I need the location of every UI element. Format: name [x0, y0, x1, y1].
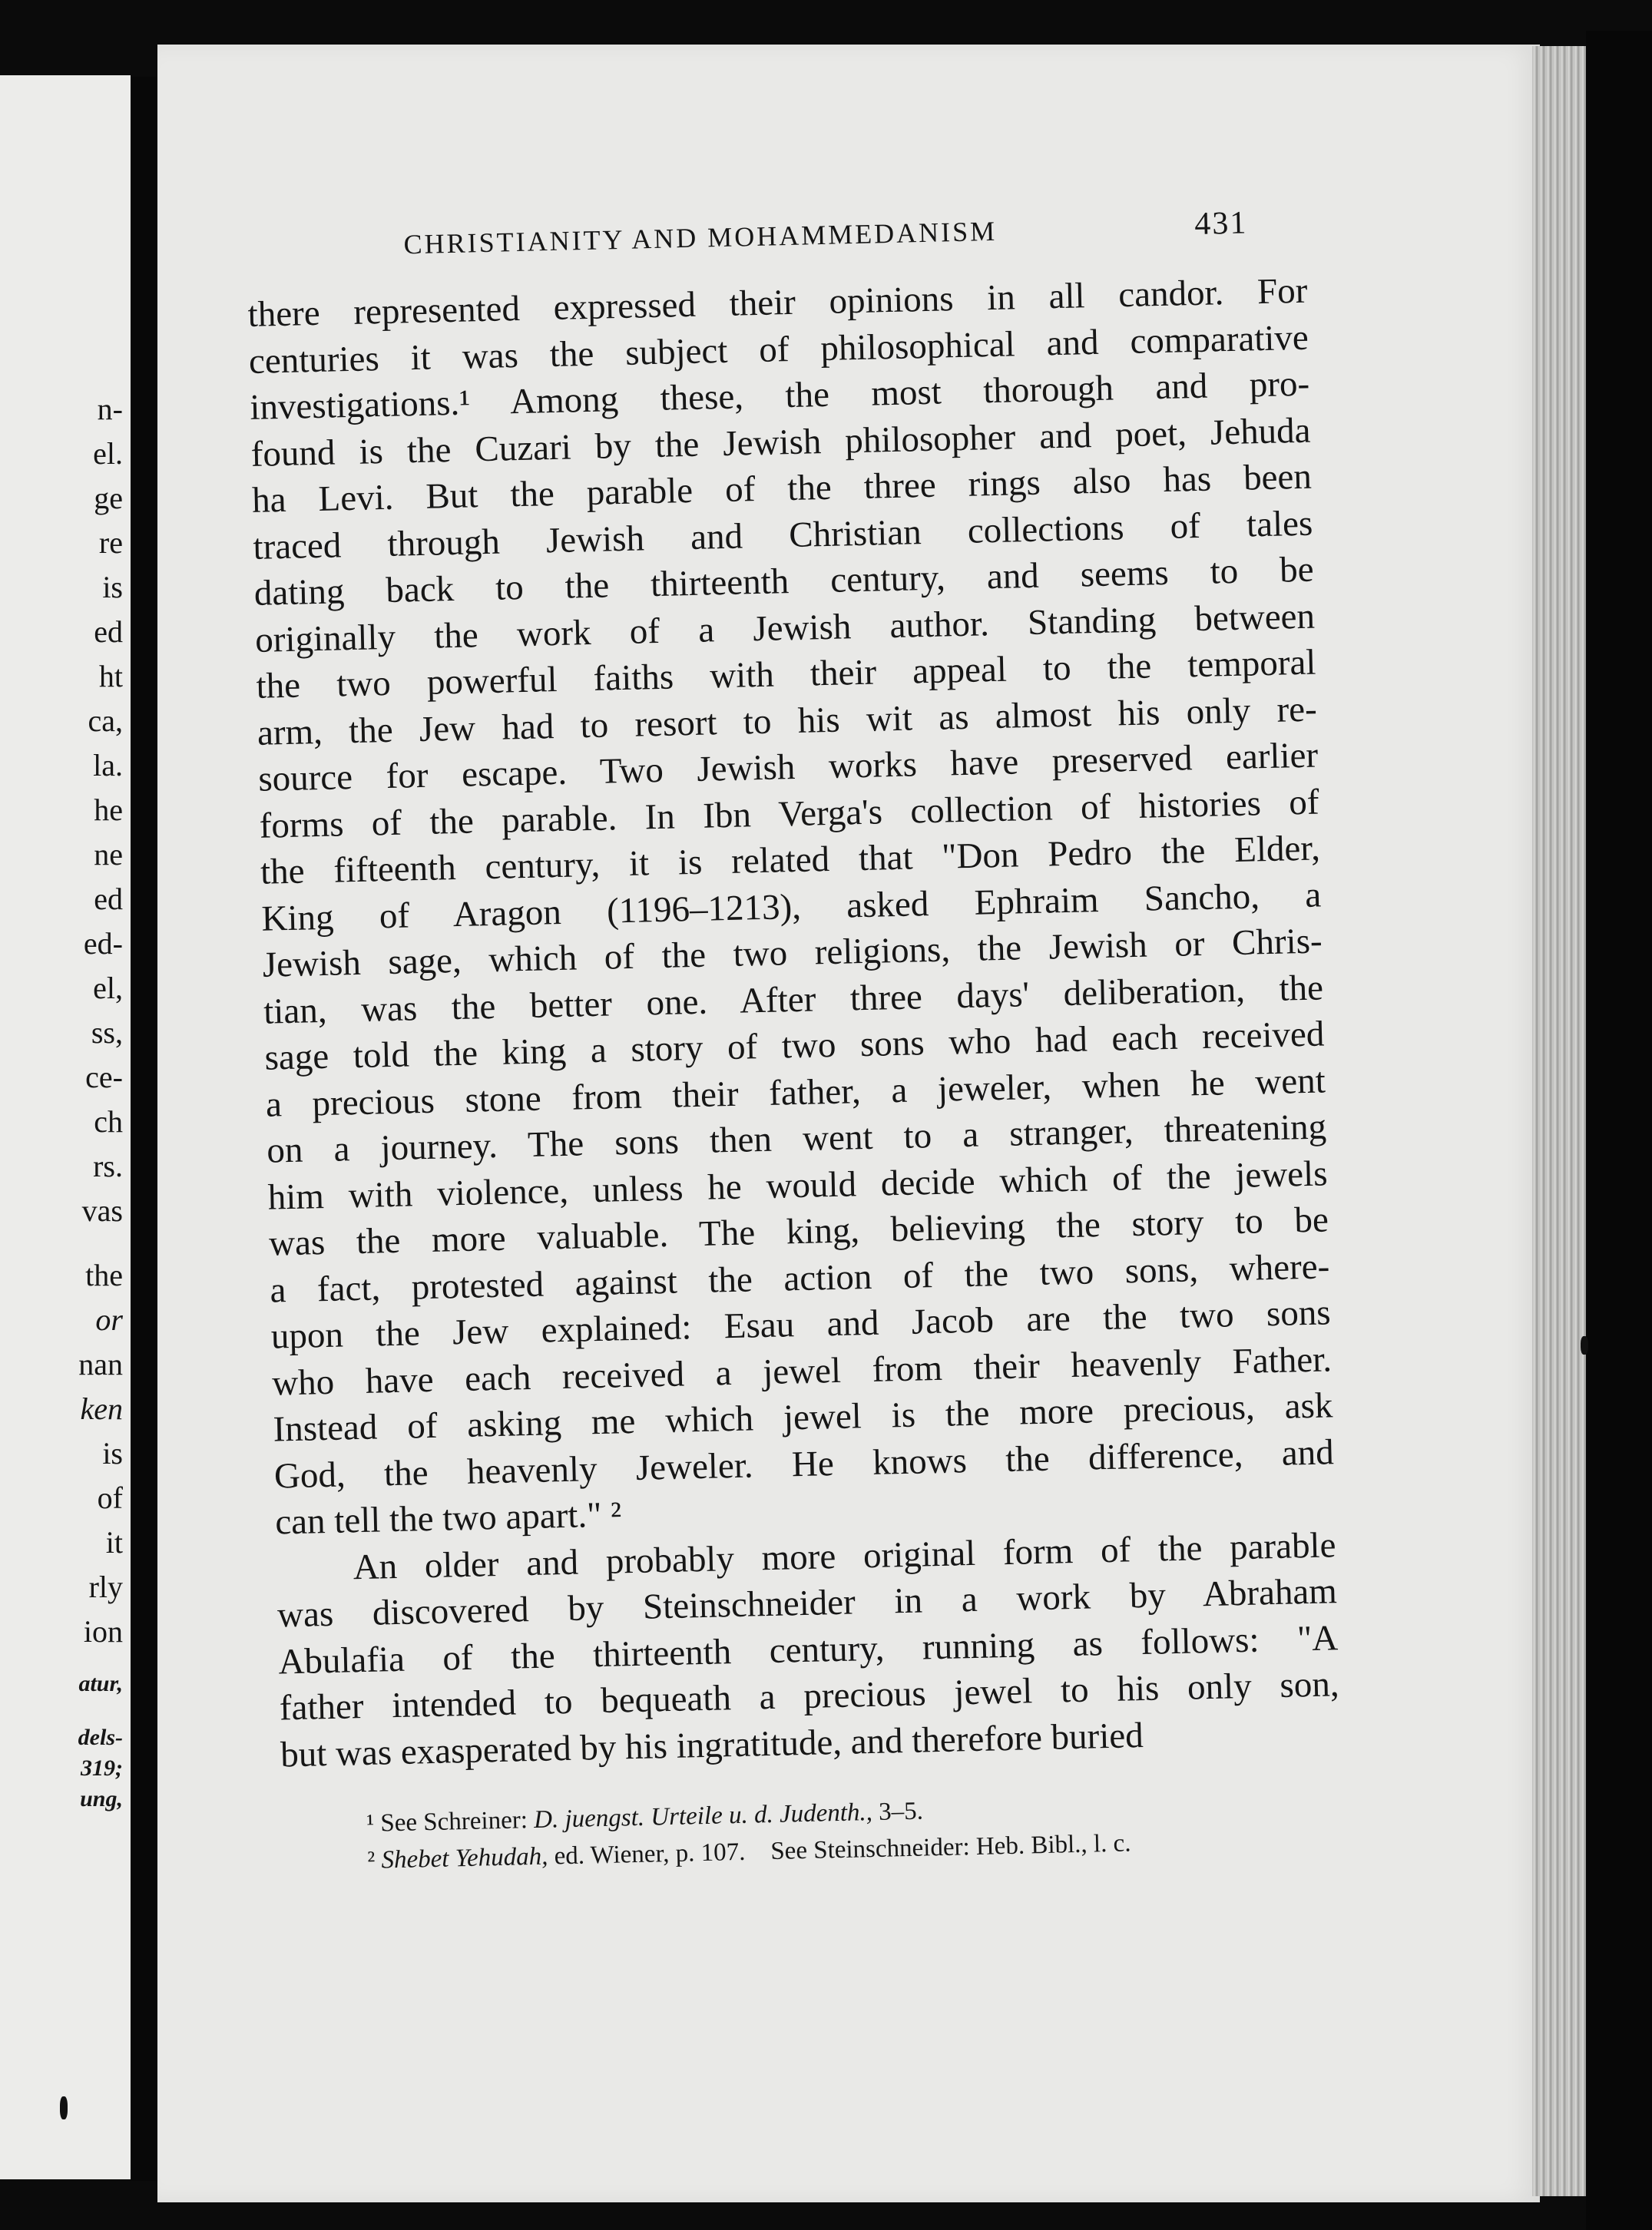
text-line: An older and probably more original form of the parable: [353, 1524, 1336, 1587]
left-page-fragment: ed: [94, 614, 123, 649]
text-line: father intended to bequeath a precious jewel to his only son,: [279, 1664, 1340, 1729]
footnote-2-edition: ed. Wiener, p. 107.: [554, 1838, 746, 1871]
text-line: a precious stone from their father, a jeweler, when he went: [265, 1060, 1326, 1125]
page-edges: [1532, 46, 1586, 2196]
left-page-fragment: ne: [94, 837, 123, 872]
text-line: him with violence, unless he would decide which of the jewels: [267, 1153, 1328, 1218]
text-line: traced through Jewish and Christian collections of tales: [252, 503, 1313, 567]
text-line: King of Aragon (1196–1213), asked Ephraim Sancho, a: [260, 874, 1322, 939]
text-line: Abulafia of the thirteenth century, running as follows: "A: [277, 1617, 1339, 1682]
left-page-fragment: ss,: [91, 1015, 123, 1050]
left-page-fragment: ca,: [88, 703, 123, 738]
left-page-fragment: the: [85, 1258, 123, 1292]
page-text-block: [246, 200, 1343, 1881]
left-page-fragment: it: [105, 1525, 123, 1560]
left-page-fragment: ung,: [80, 1786, 123, 1811]
left-page-fragment: la.: [93, 748, 123, 782]
footnote-1-prefix: See Schreiner:: [380, 1806, 528, 1838]
left-page-fragment: 319;: [81, 1755, 123, 1781]
text-line: centuries it was the subject of philosophical and comparative: [248, 317, 1309, 382]
left-page-fragment: atur,: [78, 1671, 123, 1696]
text-line: was the more valuable. The king, believing the story to be: [268, 1199, 1329, 1264]
left-page-fragment: vas: [81, 1193, 123, 1228]
footnote-1-pages: 3–5.: [878, 1797, 924, 1826]
left-page-fragment: is: [102, 570, 123, 604]
scan-speck: [1581, 1336, 1588, 1355]
left-page-fragment: ken: [80, 1391, 123, 1426]
left-page-fragment: re: [98, 525, 123, 560]
text-line: can tell the two apart." ²: [274, 1494, 622, 1543]
text-line: the fifteenth century, it is related that "Don Pedro the Elder,: [260, 828, 1321, 892]
text-line: the two powerful faiths with their appeal to the temporal: [256, 642, 1316, 706]
footnote-2-marker: ²: [366, 1846, 376, 1874]
text-line: ha Levi. But the parable of the three rings also has been: [251, 456, 1313, 521]
text-line: Jewish sage, which of the two religions, the Jewish or Chris-: [262, 921, 1323, 985]
left-page-fragment: or: [95, 1302, 123, 1337]
footnote-2-title: Shebet Yehudah,: [381, 1842, 548, 1874]
footnote-2-reference: See Steinschneider: Heb. Bibl., l. c.: [770, 1829, 1131, 1866]
left-page-fragment: he: [94, 792, 123, 827]
text-line: investigations.¹ Among these, the most thorough and pro-: [249, 363, 1310, 428]
left-page-fragment: el,: [93, 971, 123, 1005]
text-line: who have each received a jewel from their heavenly Father.: [271, 1338, 1333, 1404]
left-page-fragment: el.: [93, 436, 123, 471]
left-page-fragment: dels-: [78, 1725, 123, 1750]
text-line: a fact, protested against the action of the two sons, where-: [269, 1246, 1330, 1311]
footnote-1-title: D. juengst. Urteile u. d. Judenth.,: [533, 1798, 873, 1835]
left-page-fragment: ge: [94, 481, 123, 515]
left-page-fragment: n-: [97, 392, 123, 426]
text-line: God, the heavenly Jeweler. He knows the difference, and: [273, 1431, 1335, 1497]
left-page-fragment: ed: [94, 882, 123, 916]
text-line: there represented expressed their opinions in all candor. For: [247, 270, 1308, 335]
book-gutter: [131, 77, 161, 2181]
footnote-1-marker: ¹: [366, 1809, 375, 1838]
text-line: sage told the king a story of two sons who had each received: [264, 1014, 1325, 1078]
text-line: upon the Jew explained: Esau and Jacob are the two sons: [270, 1292, 1332, 1357]
left-page-fragment: ht: [98, 659, 123, 693]
left-page-fragment: ch: [94, 1104, 123, 1139]
text-line: dating back to the thirteenth century, and seems to be: [253, 549, 1315, 614]
text-line: Instead of asking me which jewel is the more precious, ask: [273, 1385, 1333, 1450]
left-page-fragment: rs.: [93, 1149, 123, 1183]
text-line: source for escape. Two Jewish works have preserved earlier: [257, 735, 1319, 799]
left-page-fragment: nan: [78, 1347, 123, 1381]
body-text: [247, 268, 1341, 1778]
running-head-title: CHRISTIANITY AND MOHAMMEDANISM: [403, 215, 998, 260]
left-page-fragment: rly: [88, 1570, 123, 1604]
left-page-fragment: of: [97, 1481, 123, 1515]
text-line: arm, the Jew had to resort to his wit as almost his only re-: [257, 689, 1318, 753]
left-page-fragment: is: [102, 1436, 123, 1471]
scan-speck: [60, 2096, 68, 2119]
text-line: found is the Cuzari by the Jewish philosopher and poet, Jehuda: [250, 410, 1312, 475]
text-line: was discovered by Steinschneider in a work by Abraham: [276, 1571, 1338, 1636]
left-page-fragment: ed-: [83, 926, 123, 961]
text-line: tian, was the better one. After three days' deliberation, the: [263, 967, 1324, 1032]
text-line: originally the work of a Jewish author. Standing between: [254, 596, 1316, 660]
left-page-fragment: ion: [83, 1614, 123, 1649]
text-line: on a journey. The sons then went to a stranger, threatening: [266, 1107, 1327, 1171]
scan-background-right: [1586, 31, 1652, 2230]
page-number: 431: [1193, 205, 1248, 242]
text-line: forms of the parable. In Ibn Verga's collection of histories of: [259, 781, 1320, 846]
left-page: [0, 75, 131, 2179]
text-line: but was exasperated by his ingratitude, and therefore buried: [280, 1715, 1144, 1775]
left-page-fragment: ce-: [85, 1060, 123, 1094]
